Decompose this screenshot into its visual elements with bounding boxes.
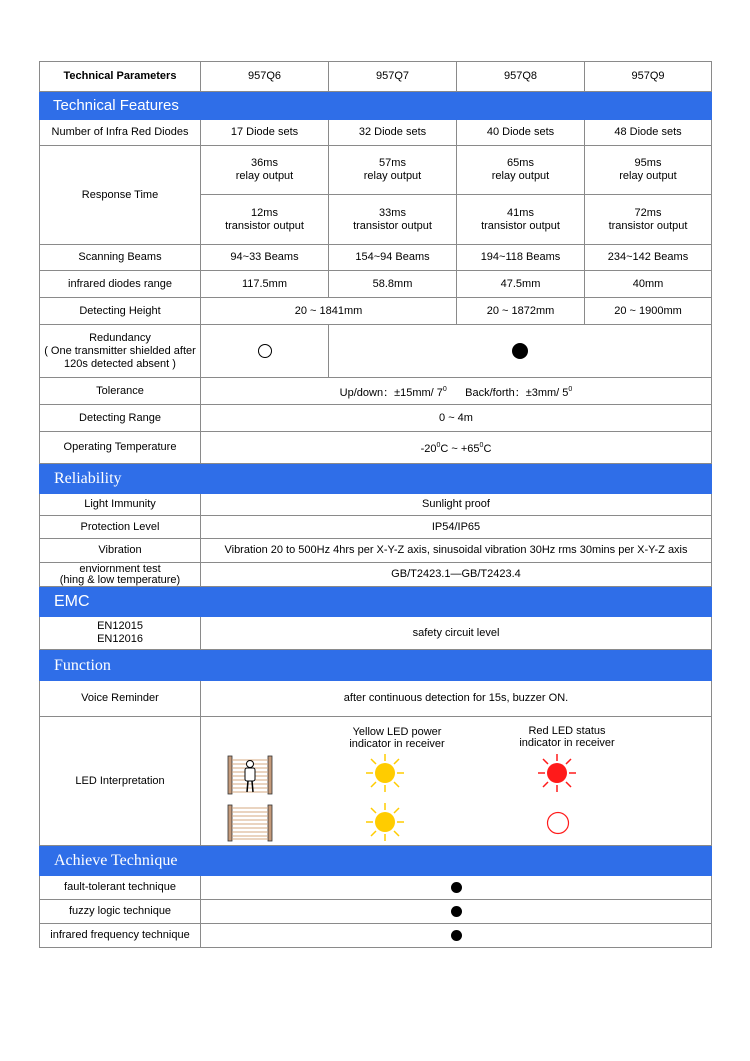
cell-value — [201, 325, 329, 378]
tolerance-backforth: Back/forth：±3mm/ 5 — [465, 386, 569, 399]
response-time: 12ms — [251, 206, 278, 219]
cell-value — [201, 378, 712, 405]
open-circle-icon — [258, 344, 272, 358]
table-row — [40, 120, 712, 146]
cell-value — [457, 195, 585, 245]
model-957q6: 957Q6 — [201, 62, 329, 92]
cell-value: 20 ~ 1900mm — [585, 298, 712, 325]
cell-value: 117.5mm — [201, 271, 329, 298]
table-row — [40, 617, 712, 650]
row-label — [40, 617, 201, 650]
output-type: relay output — [235, 170, 294, 182]
tolerance-updown: Up/down：±15mm/ 7 — [339, 386, 443, 399]
cell-value: 17 Diode sets — [201, 120, 329, 146]
row-label: LED Interpretation — [40, 717, 201, 846]
output-type: relay output — [619, 170, 677, 182]
cell-value: 20 ~ 1872mm — [457, 298, 585, 325]
cell-value — [329, 146, 457, 195]
row-label: fault-tolerant technique — [40, 876, 201, 900]
table-row — [40, 900, 712, 924]
row-label: Detecting Height — [40, 298, 201, 325]
cell-value — [201, 432, 712, 464]
env-test-note: (hing & low temperature) — [59, 573, 181, 586]
table-row — [40, 271, 712, 298]
red-led-caption — [502, 725, 632, 749]
row-label: Protection Level — [40, 516, 201, 539]
response-time: 41ms — [507, 206, 534, 219]
table-row — [40, 432, 712, 464]
technical-parameters-table — [39, 61, 712, 948]
cell-value: after continuous detection for 15s, buzzer ON. — [201, 681, 712, 717]
row-label: Detecting Range — [40, 405, 201, 432]
cell-value: 234~142 Beams — [585, 245, 712, 271]
redundancy-label: Redundancy — [89, 331, 151, 344]
yellow-led-on-icon — [365, 753, 405, 793]
section-title: Reliability — [40, 464, 712, 494]
emc-standard: EN12015 — [97, 620, 143, 632]
row-label: Scanning Beams — [40, 245, 201, 271]
response-time: 72ms — [634, 206, 662, 219]
row-label: Light Immunity — [40, 494, 201, 516]
response-time: 33ms — [379, 206, 406, 219]
redundancy-note: 120s detected absent ) — [64, 357, 176, 370]
section-achieve-technique — [40, 846, 712, 876]
table-row — [40, 516, 712, 539]
cell-value — [585, 146, 712, 195]
row-label: infrared frequency technique — [40, 924, 201, 948]
cell-value: 47.5mm — [457, 271, 585, 298]
cell-value: GB/T2423.1—GB/T2423.4 — [201, 563, 712, 587]
red-led-on-icon — [537, 753, 577, 793]
caption-line: indicator in receiver — [349, 738, 445, 750]
cell-value — [201, 876, 712, 900]
table-row — [40, 494, 712, 516]
table-row — [40, 325, 712, 378]
cell-value — [201, 146, 329, 195]
cell-value — [201, 924, 712, 948]
caption-line: Red LED status — [528, 725, 606, 737]
output-type: transistor output — [608, 219, 688, 232]
table-row — [40, 681, 712, 717]
output-type: transistor output — [353, 219, 432, 232]
table-row — [40, 378, 712, 405]
header-row — [40, 62, 712, 92]
cell-value — [201, 900, 712, 924]
section-title: EMC — [40, 587, 712, 617]
cell-value: 194~118 Beams — [457, 245, 585, 271]
row-label: Number of Infra Red Diodes — [40, 120, 201, 146]
table-row — [40, 245, 712, 271]
cell-value — [201, 195, 329, 245]
degree-sup: 0 — [436, 442, 441, 449]
cell-value: 48 Diode sets — [585, 120, 712, 146]
env-test-label: enviornment test — [79, 562, 161, 575]
cell-value — [329, 325, 712, 378]
row-label: Voice Reminder — [40, 681, 201, 717]
table-row — [40, 298, 712, 325]
section-technical-features — [40, 92, 712, 120]
table-row — [40, 876, 712, 900]
output-type: transistor output — [225, 219, 304, 232]
degree-sup: 0 — [442, 385, 447, 393]
row-label: infrared diodes range — [40, 271, 201, 298]
cell-value — [457, 146, 585, 195]
led-interpretation-cell — [201, 717, 712, 846]
cell-value: 32 Diode sets — [329, 120, 457, 146]
temp-mid: C ~ +65 — [440, 443, 480, 455]
cell-value: Sunlight proof — [201, 494, 712, 516]
cell-value: 154~94 Beams — [329, 245, 457, 271]
cell-value: 94~33 Beams — [201, 245, 329, 271]
filled-circle-icon — [451, 930, 462, 941]
response-time: 95ms — [634, 157, 662, 169]
output-type: transistor output — [481, 219, 560, 232]
response-time: 36ms — [251, 157, 278, 169]
cell-value: IP54/IP65 — [201, 516, 712, 539]
yellow-led-on-icon — [365, 802, 405, 842]
cell-value: 40 Diode sets — [457, 120, 585, 146]
cell-value: 20 ~ 1841mm — [201, 298, 457, 325]
section-title: Achieve Technique — [40, 846, 712, 876]
red-led-off-icon — [546, 811, 570, 835]
table-row — [40, 146, 712, 195]
table-row — [40, 717, 712, 846]
cell-value: 0 ~ 4m — [201, 405, 712, 432]
filled-circle-icon — [512, 343, 528, 359]
filled-circle-icon — [451, 882, 462, 893]
output-type: relay output — [491, 170, 550, 182]
output-type: relay output — [363, 170, 422, 182]
row-label: Response Time — [40, 146, 201, 245]
table-row — [40, 924, 712, 948]
model-957q7: 957Q7 — [329, 62, 457, 92]
caption-line: indicator in receiver — [519, 737, 615, 749]
row-label — [40, 563, 201, 587]
row-label — [40, 325, 201, 378]
cell-value: Vibration 20 to 500Hz 4hrs per X-Y-Z axis, sinusoidal vibration 30Hz rms 30mins per X-Y-Z axis — [201, 539, 712, 563]
temp-low: -20 — [420, 443, 437, 455]
table-row — [40, 405, 712, 432]
cell-value: safety circuit level — [201, 617, 712, 650]
header-title: Technical Parameters — [40, 62, 201, 92]
yellow-led-caption — [332, 726, 462, 750]
blocked-curtain-icon — [227, 755, 273, 795]
emc-standard: EN12016 — [97, 633, 143, 645]
model-957q9: 957Q9 — [585, 62, 712, 92]
model-957q8: 957Q8 — [457, 62, 585, 92]
section-function — [40, 650, 712, 681]
table-row — [40, 563, 712, 587]
degree-sup: 0 — [479, 442, 484, 449]
filled-circle-icon — [451, 906, 462, 917]
cell-value — [329, 195, 457, 245]
section-title: Technical Features — [40, 92, 712, 120]
redundancy-note: ( One transmitter shielded after — [44, 344, 196, 357]
clear-curtain-icon — [227, 804, 273, 842]
row-label: Operating Temperature — [40, 432, 201, 464]
degree-sup: 0 — [568, 385, 573, 393]
section-title: Function — [40, 650, 712, 681]
response-time: 57ms — [379, 157, 406, 169]
row-label: Vibration — [40, 539, 201, 563]
row-label: fuzzy logic technique — [40, 900, 201, 924]
table-row — [40, 539, 712, 563]
caption-line: Yellow LED power — [352, 726, 442, 738]
section-reliability — [40, 464, 712, 494]
row-label: Tolerance — [40, 378, 201, 405]
cell-value: 58.8mm — [329, 271, 457, 298]
temp-high: C — [483, 443, 492, 455]
cell-value: 40mm — [585, 271, 712, 298]
response-time: 65ms — [507, 157, 534, 169]
section-emc — [40, 587, 712, 617]
cell-value — [585, 195, 712, 245]
